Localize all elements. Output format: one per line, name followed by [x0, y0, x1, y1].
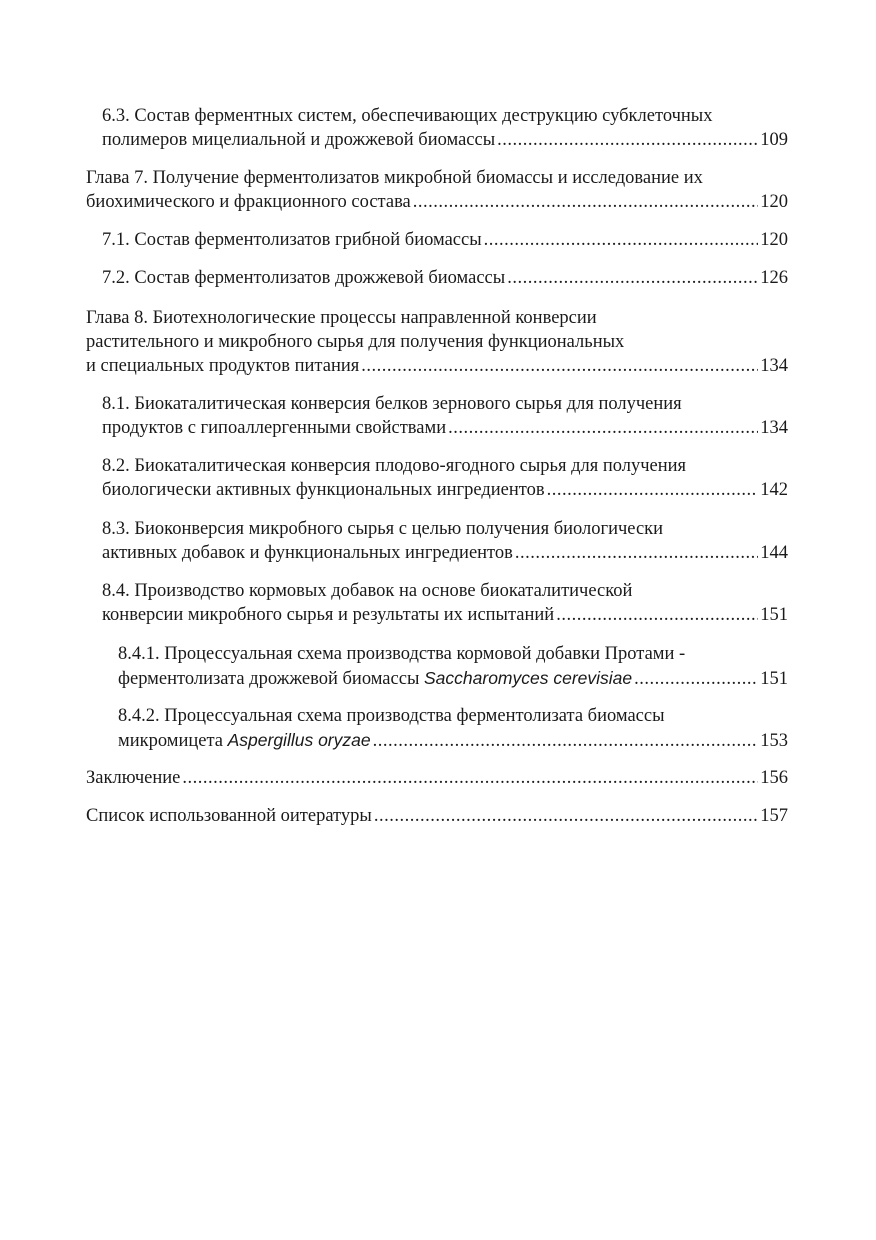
toc-entry-line: 8.3. Биоконверсия микробного сырья с целью получения биологически: [102, 519, 664, 539]
page-number: 144: [760, 543, 788, 563]
toc-entry-6-3[interactable]: [102, 104, 788, 152]
species-name: Aspergillus oryzae: [227, 730, 371, 750]
page-number: 153: [760, 731, 788, 751]
toc-entry-line: 8.4. Производство кормовых добавок на основе биокаталитической: [102, 581, 633, 601]
toc-entry-title: и специальных продуктов питания: [86, 356, 360, 376]
dot-leader: [413, 190, 758, 214]
page-number: 120: [760, 192, 788, 212]
page-number: 134: [760, 418, 788, 438]
toc-entry-line: Глава 8. Биотехнологические процессы направленной конверсии: [86, 308, 597, 328]
toc-entry-title: активных добавок и функциональных ингредиентов: [102, 543, 513, 563]
toc-entry-line: Глава 7. Получение ферментолизатов микробной биомассы и исследование их: [86, 168, 703, 188]
toc-entry-chapter-8[interactable]: [86, 306, 788, 378]
toc-entry-chapter-7[interactable]: [86, 166, 788, 214]
dot-leader: [634, 667, 758, 691]
toc-entry-line: растительного и микробного сырья для получения функциональных: [86, 332, 625, 352]
dot-leader: [373, 729, 759, 753]
dot-leader: [547, 478, 759, 502]
page-number: 151: [760, 669, 788, 689]
toc-entry-title: ферментолизата дрожжевой биомассы: [118, 669, 420, 689]
toc-entry-title: биологически активных функциональных ингредиентов: [102, 480, 545, 500]
toc-entry-conclusion[interactable]: [86, 766, 788, 790]
page-number: 156: [760, 768, 788, 788]
toc-entry-title: Заключение: [86, 768, 181, 788]
dot-leader: [497, 128, 758, 152]
page-number: 126: [760, 268, 788, 288]
toc-entry-7-2[interactable]: [102, 266, 788, 290]
toc-entry-title: конверсии микробного сырья и результаты их испытаний: [102, 605, 555, 625]
page-number: 142: [760, 480, 788, 500]
toc-entry-line: 8.1. Биокаталитическая конверсия белков зернового сырья для получения: [102, 394, 682, 414]
page-number: 120: [760, 230, 788, 250]
toc-entry-8-4-2[interactable]: [118, 704, 788, 752]
toc-entry-title: полимеров мицелиальной и дрожжевой биомассы: [102, 130, 496, 150]
toc-entry-title: биохимического и фракционного состава: [86, 192, 411, 212]
toc-entry-title: продуктов с гипоаллергенными свойствами: [102, 418, 447, 438]
dot-leader: [374, 804, 758, 828]
page-number: 109: [760, 130, 788, 150]
toc-entry-line: 8.2. Биокаталитическая конверсия плодово-ягодного сырья для получения: [102, 456, 687, 476]
page-number: 157: [760, 806, 788, 826]
toc-entry-title: Список использованной оитературы: [86, 806, 372, 826]
dot-leader: [556, 603, 758, 627]
toc-entry-title: 7.1. Состав ферментолизатов грибной биомассы: [102, 230, 482, 250]
toc-entry-line: 6.3. Состав ферментных систем, обеспечивающих деструкцию субклеточных: [102, 106, 713, 126]
toc-entry-8-2[interactable]: [102, 454, 788, 502]
toc-entry-7-1[interactable]: [102, 228, 788, 252]
toc-entry-references[interactable]: [86, 804, 788, 828]
toc-entry-8-4[interactable]: [102, 579, 788, 627]
dot-leader: [182, 766, 758, 790]
toc-entry-line: 8.4.2. Процессуальная схема производства ферментолизата биомассы: [118, 706, 665, 726]
page-number: 151: [760, 605, 788, 625]
dot-leader: [515, 541, 758, 565]
toc-entry-8-3[interactable]: [102, 517, 788, 565]
toc-entry-title: 7.2. Состав ферментолизатов дрожжевой биомассы: [102, 268, 506, 288]
toc-entry-8-4-1[interactable]: [118, 642, 788, 690]
toc-entry-line: 8.4.1. Процессуальная схема производства кормовой добавки Протами -: [118, 644, 686, 664]
dot-leader: [507, 266, 758, 290]
dot-leader: [484, 228, 759, 252]
dot-leader: [361, 354, 758, 378]
dot-leader: [448, 416, 758, 440]
species-name: Saccharomyces cerevisiae: [424, 668, 633, 688]
toc-entry-8-1[interactable]: [102, 392, 788, 440]
page-number: 134: [760, 356, 788, 376]
toc-entry-title: микромицета: [118, 731, 223, 751]
